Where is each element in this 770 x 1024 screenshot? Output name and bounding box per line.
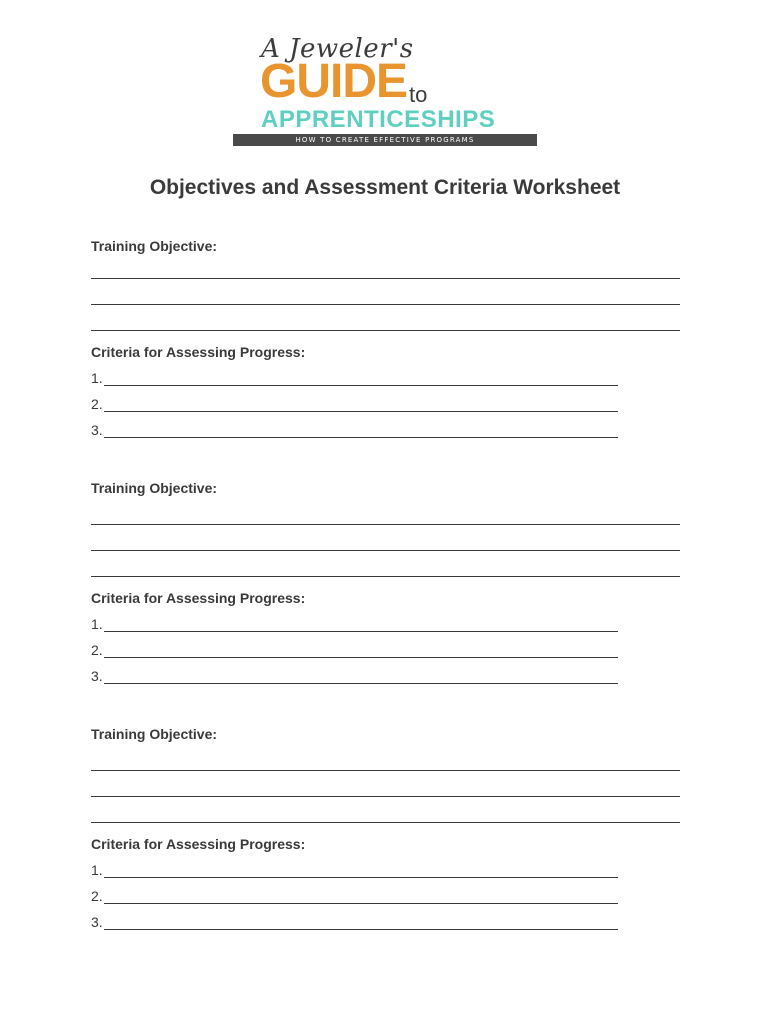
criteria-label: Criteria for Assessing Progress:	[91, 590, 306, 606]
criteria-number: 2.	[91, 888, 103, 904]
logo-to-text: to	[409, 82, 428, 107]
criteria-number: 2.	[91, 642, 103, 658]
criteria-line	[104, 398, 618, 412]
objective-line[interactable]	[91, 796, 680, 797]
criteria-line	[104, 916, 618, 930]
criteria-item[interactable]	[91, 370, 618, 386]
training-objective-label: Training Objective:	[91, 480, 218, 496]
objective-line[interactable]	[91, 304, 680, 305]
criteria-item[interactable]	[91, 642, 618, 658]
criteria-line	[104, 424, 618, 438]
criteria-line	[104, 618, 618, 632]
objective-line[interactable]	[91, 822, 680, 823]
training-objective-label: Training Objective:	[91, 238, 218, 254]
criteria-line	[104, 644, 618, 658]
logo-tagline: HOW TO CREATE EFFECTIVE PROGRAMS	[233, 134, 537, 146]
criteria-label: Criteria for Assessing Progress:	[91, 344, 306, 360]
logo-script-text: A Jeweler's	[261, 34, 414, 64]
criteria-number: 3.	[91, 914, 103, 930]
criteria-item[interactable]	[91, 888, 618, 904]
criteria-number: 1.	[91, 862, 103, 878]
page-title: Objectives and Assessment Criteria Worksheet	[149, 176, 621, 199]
criteria-item[interactable]	[91, 396, 618, 412]
criteria-label: Criteria for Assessing Progress:	[91, 836, 306, 852]
criteria-number: 2.	[91, 396, 103, 412]
criteria-item[interactable]	[91, 914, 618, 930]
criteria-item[interactable]	[91, 668, 618, 684]
criteria-item[interactable]	[91, 862, 618, 878]
logo	[233, 28, 537, 148]
criteria-number: 1.	[91, 370, 103, 386]
objective-line[interactable]	[91, 278, 680, 279]
objective-line[interactable]	[91, 330, 680, 331]
criteria-line	[104, 372, 618, 386]
criteria-line	[104, 670, 618, 684]
objective-line[interactable]	[91, 770, 680, 771]
logo-guide-text: GUIDE	[260, 55, 408, 108]
criteria-number: 1.	[91, 616, 103, 632]
criteria-item[interactable]	[91, 616, 618, 632]
logo-apprenticeships-text: APPRENTICESHIPS	[261, 106, 496, 133]
criteria-line	[104, 864, 618, 878]
criteria-number: 3.	[91, 422, 103, 438]
objective-line[interactable]	[91, 576, 680, 577]
objective-line[interactable]	[91, 550, 680, 551]
criteria-number: 3.	[91, 668, 103, 684]
training-objective-label: Training Objective:	[91, 726, 218, 742]
criteria-line	[104, 890, 618, 904]
objective-line[interactable]	[91, 524, 680, 525]
criteria-item[interactable]	[91, 422, 618, 438]
